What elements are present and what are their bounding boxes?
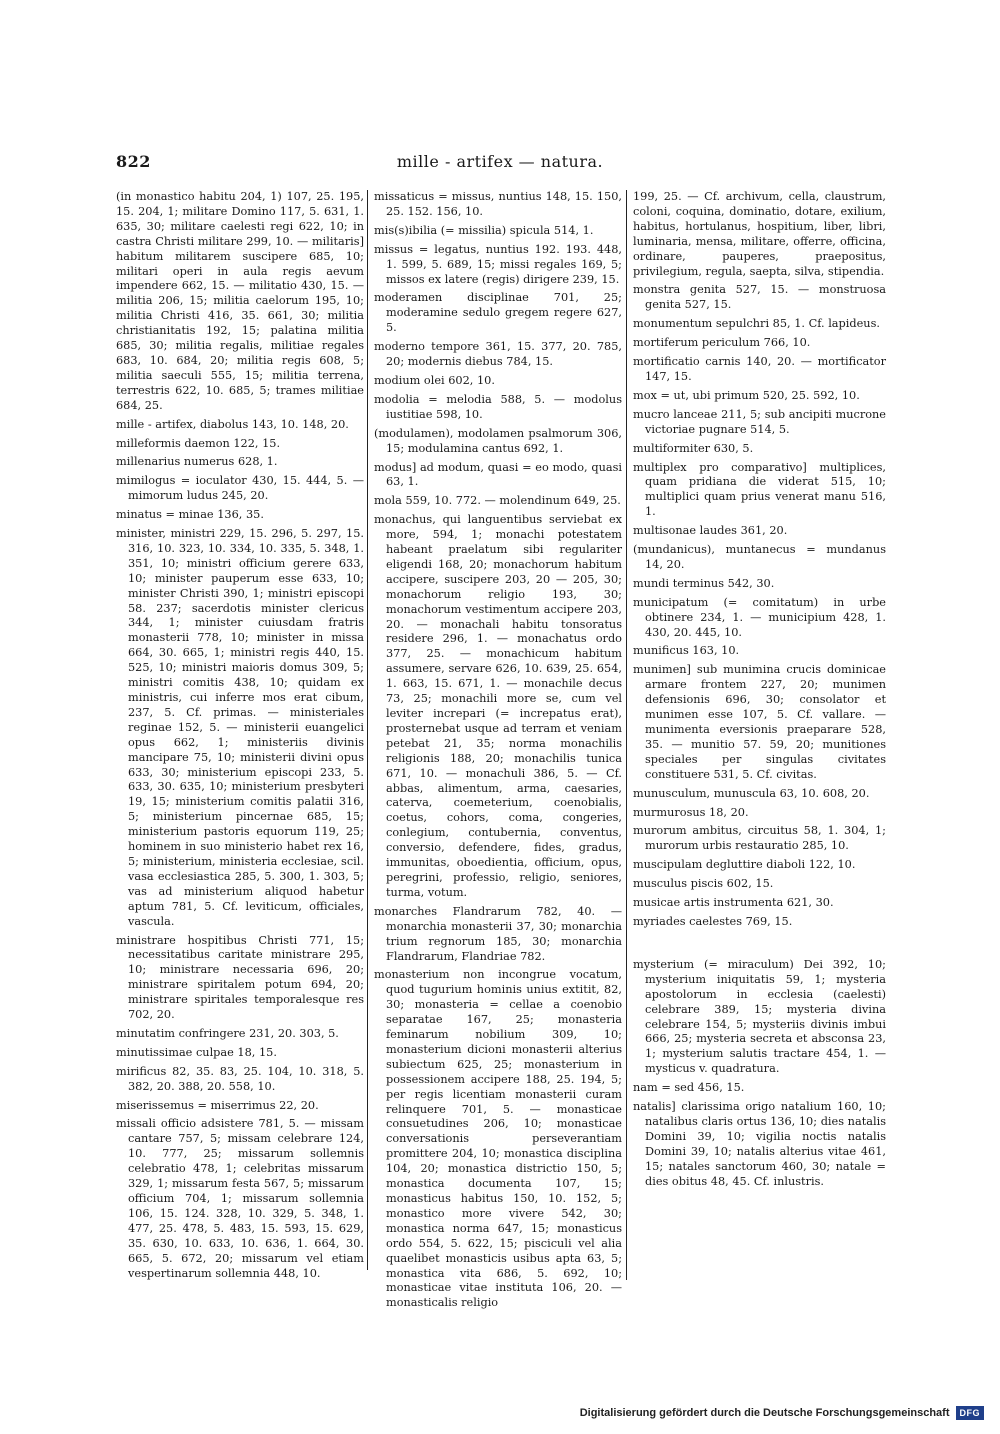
dictionary-entry: minister, ministri 229, 15. 296, 5. 297, 15. 316, 10. 323, 10. 334, 10. 335, 5. 348, 1. 351, 10; ministri officium gerere 633, 10; minister pauperum esse 633, 10; minister Christi 390, 1; ministri episcopi 58. 237; sacerdotis minister clericus 344, 1; minister cuiusdam fratris monasterii 778, 10; minister in missa 664, 30. 665, 1; ministri regis 440, 15. 525, 10; ministri maioris domus 309, 5; ministri comitis 438, 10; quidam ex ministris, cui inferre mos erat cibum, 237, 5. Cf. primas. — ministeriales reginae 152, 5. — ministerii euangelici opus 662, 1; ministeriis divinis mancipare 75, 10; ministerii divini opus 633, 30; ministerium episcopi 233, 5. 633, 30. 635, 10; ministerium presbyteri 19, 15; ministerium comitis palatii 316, 5; ministerium pincernae 685, 15; ministerium pastoris equorum 119, 25; hominem in suo ministerio habet rex 16, 5; ministerium, ministeria ecclesiae, scil. vasa ecclesiastica 285, 5. 300, 1. 303, 5; vas ad ministerium aliquod habetur aptum 781, 5. Cf. leviticum, officiales, vascula.: [116, 527, 364, 928]
dictionary-entry: (mundanicus), muntanecus = mundanus 14, 20.: [633, 543, 886, 571]
dictionary-entry: (in monastico habitu 204, 1) 107, 25. 195, 15. 204, 1; militare Domino 117, 5. 631, 1. 635, 30; militare caelesti regi 622, 10; in castra Christi militare 299, 10. — militaris] habitum militarem suscipere 685, 10; militari operi in aula regis aevum impendere 662, 15. — militatio 430, 15. — militia 206, 15; militia caelorum 195, 10; militia Christi 416, 35. 661, 30; militia christianitatis 192, 15; palatina militia 685, 30; militia regalis, militiae regales 683, 10. 684, 20; militia regis 608, 5; militia saeculi 555, 15; militia terrena, terrestris 622, 10. 685, 5; trames militiae 684, 25.: [116, 190, 364, 412]
page-number: 822: [116, 152, 151, 171]
dictionary-entry: mimilogus = ioculator 430, 15. 444, 5. — mimorum ludus 245, 20.: [116, 474, 364, 503]
dictionary-entry: modolia = melodia 588, 5. — modolus iustitiae 598, 10.: [374, 392, 622, 421]
dfg-logo: DFG: [956, 1406, 985, 1420]
dictionary-entry: mola 559, 10. 772. — molendinum 649, 25.: [374, 494, 621, 508]
dictionary-entry: municipatum (= comitatum) in urbe obtinere 234, 1. — municipium 428, 1. 430, 20. 445, 10.: [633, 595, 886, 639]
dictionary-entry: mundi terminus 542, 30.: [633, 576, 775, 590]
dictionary-entry: 199, 25. — Cf. archivum, cella, claustrum, coloni, coquina, dominatio, dotare, exilium, habitus, hortulanus, hospitium, liber, libri, luminaria, mensa, militare, offerre, officina, ordinare, pauperes, praepositus, privilegium, regula, saepta, silva, stipendia.: [633, 190, 886, 278]
dictionary-entry: natalis] clarissima origo natalium 160, 10; natalibus claris ortus 136, 10; dies natalis Domini 39, 10; vigilia noctis natalis Domini 39, 10; natalis alterius vitae 461, 15; natales sanctorum 460, 30; natale = dies obitus 48, 45. Cf. inlustris.: [633, 1100, 886, 1188]
dictionary-entry: mucro lanceae 211, 5; sub ancipiti mucrone victoriae pugnare 514, 5.: [633, 407, 886, 436]
dictionary-entry: murorum ambitus, circuitus 58, 1. 304, 1; murorum urbis restauratio 285, 10.: [633, 824, 886, 853]
dictionary-entry: minutissimae culpae 18, 15.: [116, 1045, 277, 1059]
dictionary-entry: miserissemus = miserrimus 22, 20.: [116, 1098, 319, 1112]
column-divider: [367, 190, 368, 1270]
dictionary-entry: mox = ut, ubi primum 520, 25. 592, 10.: [633, 388, 860, 402]
dictionary-entry: multiplex pro comparativo] multiplices, quam pridiana die viderat 515, 10; multiplici quam prius venerat manu 516, 1.: [633, 460, 886, 519]
column-divider: [626, 190, 627, 1280]
dictionary-entry: musculus piscis 602, 15.: [633, 877, 774, 891]
dictionary-entry: munificus 163, 10.: [633, 644, 740, 658]
dictionary-entry: multiformiter 630, 5.: [633, 441, 754, 455]
dictionary-entry: munusculum, munuscula 63, 10. 608, 20.: [633, 786, 870, 800]
dictionary-entry: milleformis daemon 122, 15.: [116, 436, 281, 450]
dictionary-entry: minatus = minae 136, 35.: [116, 508, 264, 522]
dictionary-entry: missaticus = missus, nuntius 148, 15. 150, 25. 152. 156, 10.: [374, 190, 622, 218]
dictionary-entry: ministrare hospitibus Christi 771, 15; necessitatibus caritate ministrare 295, 10; ministrare necessaria 696, 20; ministrare spiritalem potum 694, 20; ministrare spiritales temporalesque res 702, 20.: [116, 933, 364, 1022]
dictionary-entry: myriades caelestes 769, 15.: [633, 914, 793, 928]
dictionary-entry: modium olei 602, 10.: [374, 373, 495, 387]
dictionary-entry: missali officio adsistere 781, 5. — missam cantare 757, 5; missam celebrare 124, 10. 777, 25; missarum sollemnis celebratio 478, 1; celebritas missarum 329, 1; missarum festa 567, 5; missarum officium 704, 1; missarum sollemnia 106, 15. 124. 328, 10. 329, 5. 348, 1. 477, 25. 478, 5. 483, 15. 593, 15. 629, 35. 630, 10. 633, 10. 636, 1. 664, 30. 665, 5. 672, 20; missarum vel etiam vespertinarum sollemnia 448, 10.: [116, 1117, 364, 1280]
dictionary-entry: mysterium (= miraculum) Dei 392, 10; mysterium iniquitatis 59, 1; mysteria apostolorum in ecclesia (caelesti) celebrare 389, 15; mysteria divina celebrare 154, 5; mysteriis divinis imbui 666, 25; mysteria secreta et absconsa 23, 1; mysterium salutis tractare 454, 1. — mysticus v. quadratura.: [633, 957, 886, 1076]
dictionary-entry: minutatim confringere 231, 20. 303, 5.: [116, 1026, 339, 1040]
dictionary-entry: monarches Flandrarum 782, 40. — monarchia monasterii 37, 30; monarchia trium regnorum 185, 30; monarchia Flandrarum, Flandriae 782.: [374, 904, 622, 963]
dictionary-entry: mirificus 82, 35. 83, 25. 104, 10. 318, 5. 382, 20. 388, 20. 558, 10.: [116, 1064, 364, 1093]
dictionary-entry: mis(s)ibilia (= missilia) spicula 514, 1.: [374, 223, 594, 237]
dictionary-entry: mille - artifex, diabolus 143, 10. 148, 20.: [116, 417, 349, 431]
dictionary-entry: mortiferum periculum 766, 10.: [633, 336, 811, 350]
dictionary-entry: millenarius numerus 628, 1.: [116, 455, 278, 469]
dictionary-entry: mortificatio carnis 140, 20. — mortificator 147, 15.: [633, 355, 886, 383]
digitization-credit: [580, 1406, 984, 1420]
dictionary-entry: multisonae laudes 361, 20.: [633, 524, 788, 538]
dictionary-entry: muscipulam degluttire diaboli 122, 10.: [633, 858, 856, 872]
dictionary-entry: monstra genita 527, 15. — monstruosa genita 527, 15.: [633, 283, 886, 312]
running-head: mille - artifex — natura.: [396, 152, 604, 171]
column-2: [374, 190, 622, 1315]
dictionary-entry: monachus, qui languentibus serviebat ex more, 594, 1; monachi potestatem habeant praelatum sibi regulariter eligendi 168, 20; monachorum habitum accipere, suscipere 203, 20 — 205, 30; monachorum religio 193, 30; monachorum vestimentum accipere 203, 20. — monachali habitu tonsoratus residere 296, 1. — monachatus ordo 377, 25. — monachicum habitum assumere, servare 626, 10. 639, 25. 654, 1. 663, 15. 671, 1. — monachile decus 73, 25; monachili more se, cum vel leviter increpari (= increpatus erat), prosternebat usque ad terram et veniam petebat 21, 35; norma monachilis religionis 188, 20; monachilis tunica 671, 10. — monachuli 386, 5. — Cf. abbas, alimentum, arma, caesaries, caterva, coemeterium, coenobialis, coetus, cohors, coma, congeries, conlegium, contubernia, conventus, conversio, defendere, fides, gradus, immunitas, oboedientia, officium, opus, peregrini, professio, religio, seniores, turma, votum.: [374, 513, 622, 899]
dictionary-entry: monasterium non incongrue vocatum, quod tugurium hominis unius extitit, 82, 30; monasteria = cellae a coenobio separatae 167, 25; monasteria feminarum nobilium 309, 10; monasterium dicioni monasterii alterius subiectum 625, 25; monasterium in possessionem accipere 188, 25. 194, 5; per regis licentiam monasterii curam relinquere 701, 5. — monasticae consuetudines 206, 10; monasticae conversationis perseverantiam promittere 204, 10; monastica disciplina 104, 20; monastica districtio 150, 5; monastica documenta 107, 15; monasticus habitus 150, 10. 152, 5; monastico more vivere 542, 30; monastica norma 647, 15; monasticus ordo 554, 5. 622, 15; pisciculi vel alia quaelibet monasticis usibus apta 63, 5; monastica vita 686, 5. 692, 10; monasticae vitae instituta 106, 20. — monasticalis religio: [374, 968, 622, 1310]
dictionary-entry: (modulamen), modolamen psalmorum 306, 15; modulamina cantus 692, 1.: [374, 426, 622, 455]
dictionary-entry: murmurosus 18, 20.: [633, 805, 749, 819]
credit-text: Digitalisierung gefördert durch die Deutsche Forschungsgemeinschaft: [579, 1407, 950, 1419]
dictionary-entry: missus = legatus, nuntius 192. 193. 448, 1. 599, 5. 689, 15; missi regales 169, 5; missos ex latere (regis) dirigere 239, 15.: [374, 242, 622, 286]
dictionary-entry: moderamen disciplinae 701, 25; moderamine sedulo gregem regere 627, 5.: [374, 291, 622, 335]
dictionary-entry: moderno tempore 361, 15. 377, 20. 785, 20; modernis diebus 784, 15.: [374, 340, 622, 369]
dictionary-entry: modus] ad modum, quasi = eo modo, quasi 63, 1.: [374, 460, 622, 489]
column-3: [633, 190, 886, 1193]
dictionary-entry: munimen] sub munimina crucis dominicae armare frontem 227, 20; munimen defensionis 696, 30; consolator et munimen esse 107, 5. Cf. vallare. — munimenta eversionis praeparare 528, 35. — munitio 57. 59, 20; munitiones speciales per singulas civitates constituere 531, 5. Cf. civitas.: [633, 663, 886, 781]
dictionary-entry: musicae artis instrumenta 621, 30.: [633, 896, 834, 910]
dictionary-entry: monumentum sepulchri 85, 1. Cf. lapideus.: [633, 317, 880, 331]
dictionary-entry: nam = sed 456, 15.: [633, 1081, 745, 1095]
column-1: [116, 190, 364, 1285]
